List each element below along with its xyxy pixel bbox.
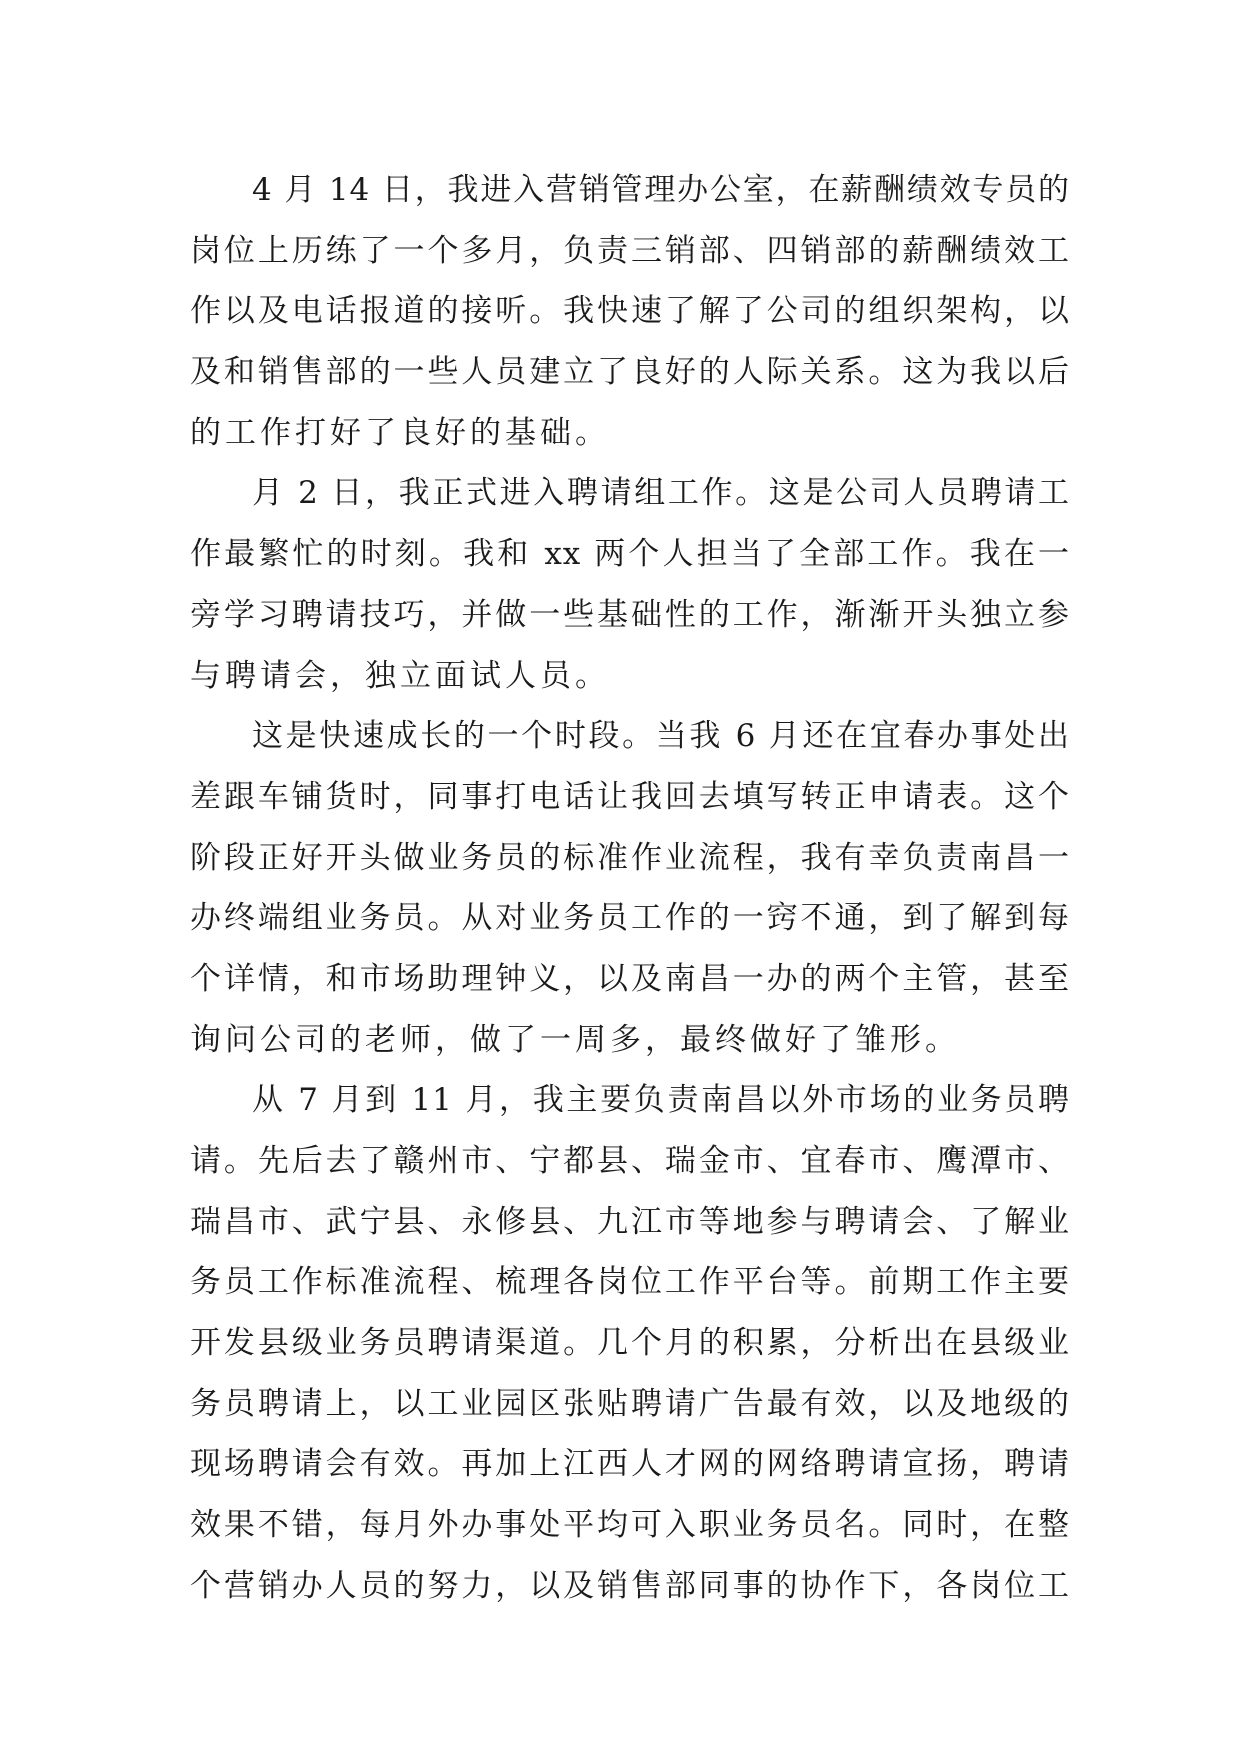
- paragraph-line: 务员聘请上，以工业园区张贴聘请广告最有效，以及地级的: [190, 1385, 1070, 1422]
- document-body: [190, 160, 1070, 1617]
- paragraph-line: 作最繁忙的时刻。我和 xx 两个人担当了全部工作。我在一: [190, 536, 1070, 573]
- paragraph-line: 及和销售部的一些人员建立了良好的人际关系。这为我以后: [190, 354, 1070, 391]
- paragraph-line: 月 2 日，我正式进入聘请组工作。这是公司人员聘请工: [252, 475, 1070, 512]
- paragraph-line: 请。先后去了赣州市、宁都县、瑞金市、宜春市、鹰潭市、: [190, 1143, 1070, 1179]
- paragraph-line: 与聘请会，独立面试人员。: [190, 657, 610, 694]
- paragraph-line: 岗位上历练了一个多月，负责三销部、四销部的薪酬绩效工: [190, 232, 1070, 269]
- paragraph-1: [190, 160, 1070, 463]
- paragraph-3: [190, 706, 1070, 1070]
- paragraph-line: 差跟车铺货时，同事打电话让我回去填写转正申请表。这个: [190, 778, 1070, 815]
- paragraph-line: 个营销办人员的努力，以及销售部同事的协作下，各岗位工: [190, 1567, 1070, 1604]
- paragraph-line: 现场聘请会有效。再加上江西人才网的网络聘请宣扬，聘请: [190, 1446, 1070, 1483]
- paragraph-line: 务员工作标准流程、梳理各岗位工作平台等。前期工作主要: [190, 1264, 1070, 1301]
- paragraph-line: 个详情，和市场助理钟义，以及南昌一办的两个主管，甚至: [190, 960, 1070, 997]
- paragraph-line: 作以及电话报道的接听。我快速了解了公司的组织架构，以: [190, 293, 1070, 330]
- paragraph-line: 效果不错，每月外办事处平均可入职业务员名。同时，在整: [190, 1507, 1070, 1544]
- paragraph-line: 办终端组业务员。从对业务员工作的一窍不通，到了解到每: [190, 900, 1070, 937]
- paragraph-line: 从 7 月到 11 月，我主要负责南昌以外市场的业务员聘: [252, 1082, 1070, 1119]
- paragraph-line: 阶段正好开头做业务员的标准作业流程，我有幸负责南昌一: [190, 839, 1070, 876]
- paragraph-line: 询问公司的老师，做了一周多，最终做好了雏形。: [190, 1021, 960, 1058]
- paragraph-line: 的工作打好了良好的基础。: [190, 414, 610, 451]
- paragraph-line: 4 月 14 日，我进入营销管理办公室，在薪酬绩效专员的: [252, 172, 1070, 208]
- paragraph-line: 开发县级业务员聘请渠道。几个月的积累，分析出在县级业: [190, 1325, 1070, 1362]
- paragraph-4: [190, 1070, 1070, 1616]
- paragraph-2: [190, 463, 1070, 706]
- paragraph-line: 这是快速成长的一个时段。当我 6 月还在宜春办事处出: [252, 718, 1070, 755]
- paragraph-line: 瑞昌市、武宁县、永修县、九江市等地参与聘请会、了解业: [190, 1203, 1070, 1240]
- paragraph-line: 旁学习聘请技巧，并做一些基础性的工作，渐渐开头独立参: [190, 596, 1070, 633]
